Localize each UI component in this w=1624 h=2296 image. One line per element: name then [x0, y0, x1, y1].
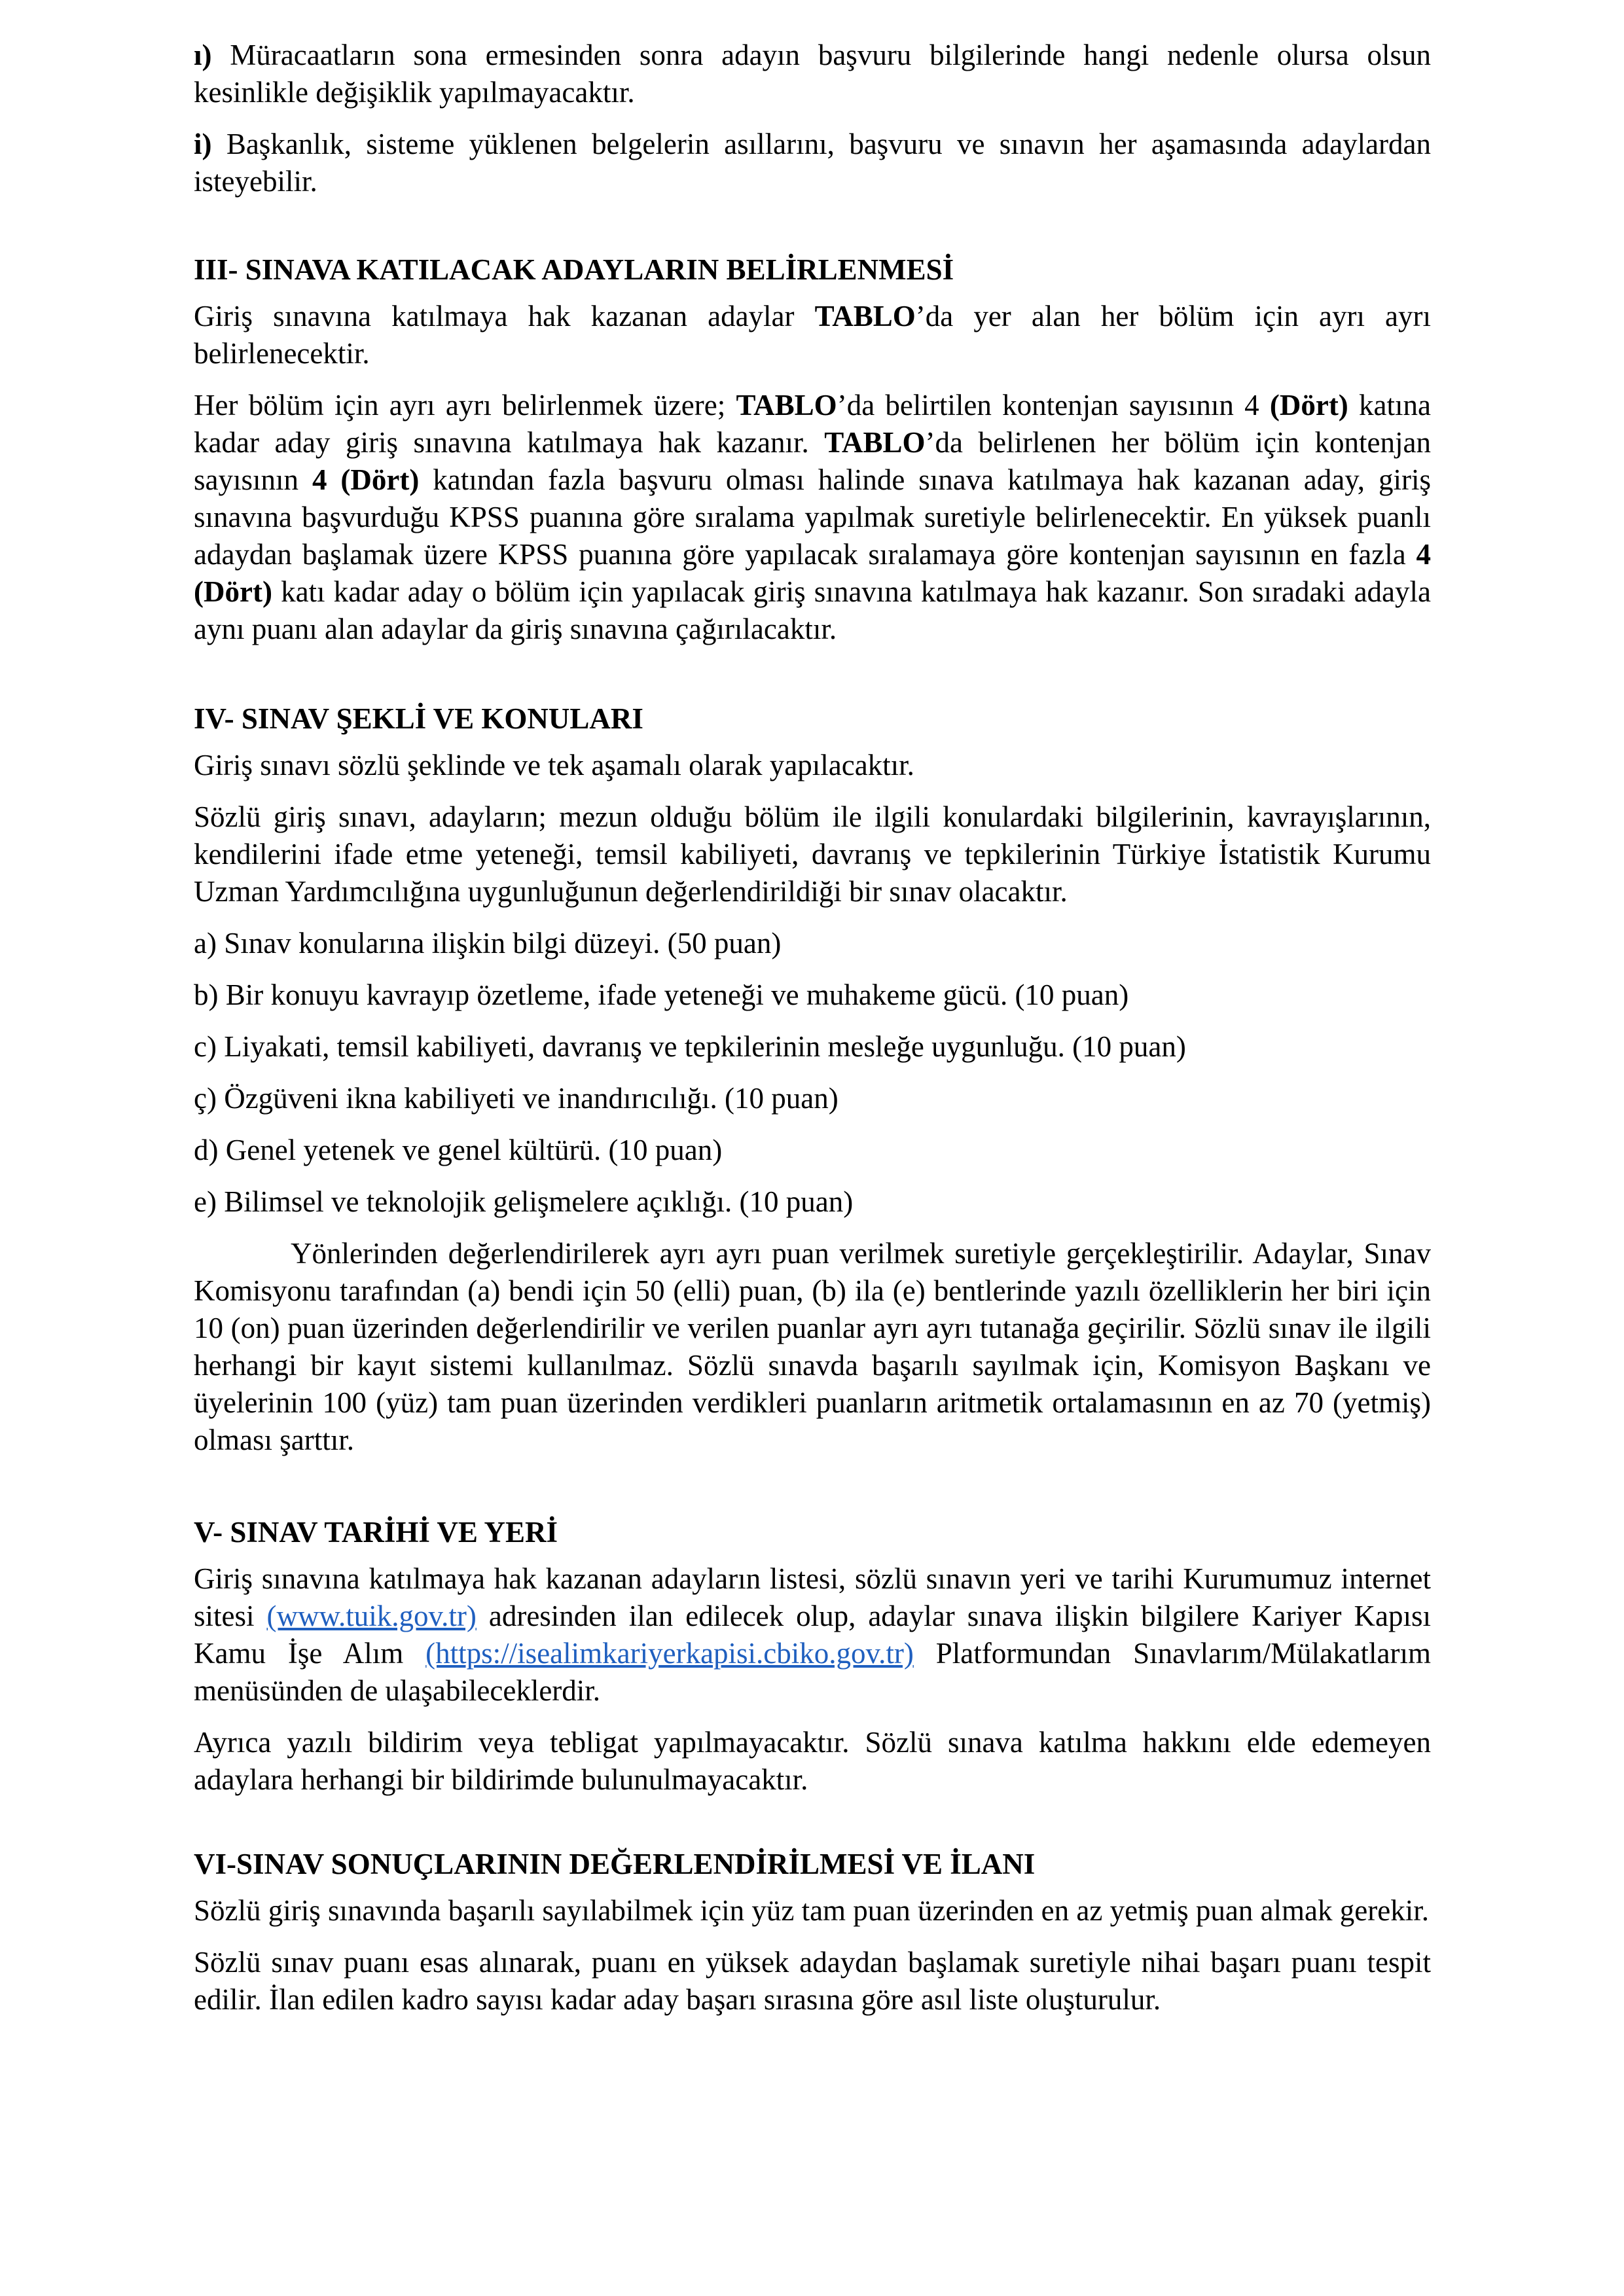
section-6-paragraph-2: Sözlü sınav puanı esas alınarak, puanı en yüksek adaydan başlamak suretiyle nihai başarı puanı tespit edilir. İlan edilen kadro sayısı kadar aday başarı sırasına göre asıl liste oluşturulur. [194, 1946, 1431, 2016]
text-run: ’da belirtilen kontenjan sayısının 4 [837, 389, 1270, 422]
criteria-item: e) Bilimsel ve teknolojik gelişmelere açıklığı. (10 puan) [194, 1185, 854, 1218]
text-run: Giriş sınavına katılmaya hak kazanan adayların listesi, sözlü sınavın yeri ve tarihi Kurumumuz internet sitesi [194, 1562, 1431, 1632]
criteria-item: d) Genel yetenek ve genel kültürü. (10 puan) [194, 1134, 723, 1166]
bold-run: TABLO [824, 426, 926, 459]
section-3-paragraph-1 [194, 298, 1431, 372]
criteria-item: c) Liyakati, temsil kabiliyeti, davranış ve tepkilerinin mesleğe uygunluğu. (10 puan) [194, 1030, 1186, 1063]
section-3-paragraph-2 [194, 387, 1431, 648]
text-run: Platformundan Sınavlarım/Mülakatlarım menüsünden de ulaşabileceklerdir. [194, 1637, 1431, 1707]
text-run: Her bölüm için ayrı ayrı belirlenmek üzere; [194, 389, 736, 422]
bold-run: TABLO [736, 389, 837, 422]
item-marker: ı) [194, 39, 212, 71]
section-4-paragraph-3: Yönlerinden değerlendirilerek ayrı ayrı puan verilmek suretiyle gerçekleştirilir. Adaylar, Sınav Komisyonu tarafından (a) bendi için 50 (elli) puan, (b) ila (e) bentlerinde yazılı özelliklerin her biri için 10 (on) puan üzerinden değerlendirilir ve verilen puanlar ayrı ayrı tutanağa geçirilir. Sözlü sınav ile ilgili herhangi bir kayıt sistemi kullanılmaz. Sözlü sınavda başarılı sayılmak için, Komisyon Başkanı ve üyelerinin 100 (yüz) tam puan üzerinden verdikleri puanların aritmetik ortalamasının en az 70 (yetmiş) olması şarttır. [194, 1237, 1431, 1456]
bold-run: (Dört) [1269, 389, 1348, 422]
section-5-title: V- SINAV TARİHİ VE YERİ [194, 1516, 558, 1549]
text-run: ’da belirlenen her bölüm için kontenjan sayısının [194, 426, 1432, 496]
bold-run: TABLO [814, 300, 916, 332]
text-run: adresinden ilan edilecek olup, adaylar sınava ilişkin bilgilere Kariyer Kapısı Kamu İşe Alım [194, 1600, 1431, 1670]
section-4-paragraph-1: Giriş sınavı sözlü şeklinde ve tek aşamalı olarak yapılacaktır. [194, 749, 914, 781]
section-5-paragraph-1 [194, 1560, 1431, 1710]
item-text: Başkanlık, sisteme yüklenen belgelerin asıllarını, başvuru ve sınavın her aşamasında adaylardan isteyebilir. [194, 128, 1431, 198]
section-6-title: VI-SINAV SONUÇLARININ DEĞERLENDİRİLMESİ VE İLANI [194, 1848, 1036, 1880]
section-3-title: III- SINAVA KATILACAK ADAYLARIN BELİRLENMESİ [194, 253, 954, 286]
tuik-website-link[interactable]: (www.tuik.gov.tr) [266, 1600, 477, 1632]
text-run: katına kadar aday giriş sınavına katılmaya hak kazanır. [194, 389, 1432, 459]
kariyer-kapisi-link[interactable]: (https://isealimkariyerkapisi.cbiko.gov.tr) [425, 1637, 914, 1670]
item-i [194, 126, 1431, 200]
item-marker: i) [194, 128, 212, 160]
bold-run: 4 (Dört) [312, 463, 420, 496]
document-page [194, 37, 1431, 2033]
text-run: ’da yer alan her bölüm için ayrı ayrı belirlenecektir. [194, 300, 1431, 370]
criteria-item: ç) Özgüveni ikna kabiliyeti ve inandırıcılığı. (10 puan) [194, 1082, 839, 1115]
section-6-paragraph-1: Sözlü giriş sınavında başarılı sayılabilmek için yüz tam puan üzerinden en az yetmiş puan almak gerekir. [194, 1894, 1429, 1927]
item-text: Müracaatların sona ermesinden sonra adayın başvuru bilgilerinde hangi nedenle olursa olsun kesinlikle değişiklik yapılmayacaktır. [194, 39, 1431, 109]
text-run: katından fazla başvuru olması halinde sınava katılmaya hak kazanan aday, giriş sınavına başvurduğu KPSS puanına göre sıralama yapılmak suretiyle belirlenecektir. En yüksek puanlı adaydan başlamak üzere KPSS puanına göre yapılacak sıralamaya göre kontenjan sayısının en fazla [194, 463, 1431, 571]
text-run: Giriş sınavına katılmaya hak kazanan adaylar [194, 300, 815, 332]
section-4-paragraph-2: Sözlü giriş sınavı, adayların; mezun olduğu bölüm ile ilgili konulardaki bilgilerinin, kavrayışlarının, kendilerini ifade etme yeteneği, temsil kabiliyeti, davranış ve tepkilerinin Türkiye İstatistik Kurumu Uzman Yardımcılığına uygunluğunun değerlendirildiği bir sınav olacaktır. [194, 800, 1431, 908]
section-5-paragraph-2: Ayrıca yazılı bildirim veya tebligat yapılmayacaktır. Sözlü sınava katılma hakkını elde edemeyen adaylara herhangi bir bildirimde bulunulmayacaktır. [194, 1726, 1431, 1796]
text-run: katı kadar aday o bölüm için yapılacak giriş sınavına katılmaya hak kazanır. Son sıradaki adayla aynı puanı alan adaylar da giriş sınavına çağırılacaktır. [194, 575, 1431, 645]
item-i-dotless [194, 37, 1431, 111]
bold-run: 4 (Dört) [194, 538, 1431, 608]
section-4-title: IV- SINAV ŞEKLİ VE KONULARI [194, 702, 643, 735]
criteria-item: b) Bir konuyu kavrayıp özetleme, ifade yeteneği ve muhakeme gücü. (10 puan) [194, 978, 1129, 1011]
criteria-item: a) Sınav konularına ilişkin bilgi düzeyi. (50 puan) [194, 927, 782, 960]
